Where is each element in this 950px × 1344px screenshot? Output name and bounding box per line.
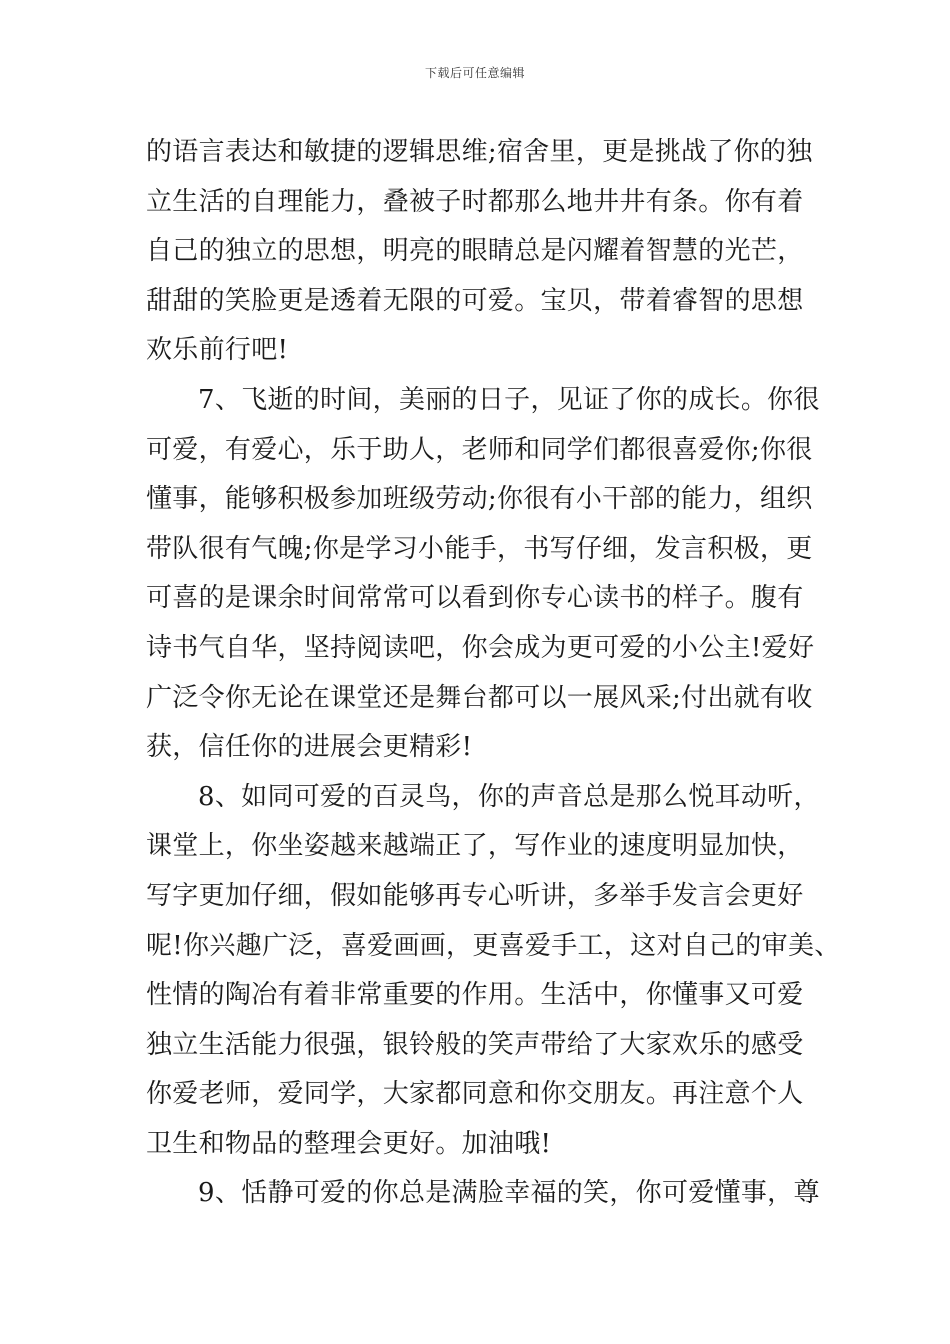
text-line: 可爱，有爱心，乐于助人，老师和同学们都很喜爱你;你很 (146, 434, 813, 465)
text-line: 你爱老师，爱同学，大家都同意和你交朋友。再注意个人 (146, 1079, 804, 1110)
text-line: 甜甜的笑脸更是透着无限的可爱。宝贝，带着睿智的思想 (146, 285, 804, 316)
text-line: 可喜的是课余时间常常可以看到你专心读书的样子。腹有 (146, 583, 804, 614)
text-line: 获，信任你的进展会更精彩! (146, 732, 473, 763)
text-line: 7、飞逝的时间，美丽的日子，见证了你的成长。你很 (198, 384, 820, 415)
text-line: 8、如同可爱的百灵鸟，你的声音总是那么悦耳动听， (198, 781, 820, 812)
text-line: 性情的陶冶有着非常重要的作用。生活中，你懂事又可爱 (146, 980, 804, 1011)
text-line: 呢!你兴趣广泛，喜爱画画，更喜爱手工，这对自己的审美、 (146, 930, 841, 961)
text-line: 欢乐前行吧! (146, 335, 289, 366)
text-line: 立生活的自理能力，叠被子时都那么地井井有条。你有着 (146, 186, 804, 217)
text-line: 课堂上，你坐姿越来越端正了，写作业的速度明显加快， (146, 831, 804, 862)
text-line: 诗书气自华，坚持阅读吧，你会成为更可爱的小公主!爱好 (146, 632, 815, 663)
text-line: 广泛令你无论在课堂还是舞台都可以一展风采;付出就有收 (146, 682, 813, 713)
text-line: 写字更加仔细，假如能够再专心听讲，多举手发言会更好 (146, 880, 804, 911)
text-line: 懂事，能够积极参加班级劳动;你很有小干部的能力，组织 (146, 484, 813, 515)
text-line: 的语言表达和敏捷的逻辑思维;宿舍里，更是挑战了你的独 (146, 137, 813, 167)
text-line: 9、恬静可爱的你总是满脸幸福的笑，你可爱懂事，尊 (198, 1178, 820, 1209)
text-line: 卫生和物品的整理会更好。加油哦! (146, 1128, 552, 1159)
document-body (146, 128, 841, 1219)
text-line: 自己的独立的思想，明亮的眼睛总是闪耀着智慧的光芒， (146, 236, 804, 267)
page-header: 下载后可任意编辑 (424, 66, 525, 80)
text-line: 带队很有气魄;你是学习小能手，书写仔细，发言积极，更 (146, 533, 813, 564)
text-line: 独立生活能力很强，银铃般的笑声带给了大家欢乐的感受 (146, 1029, 804, 1060)
